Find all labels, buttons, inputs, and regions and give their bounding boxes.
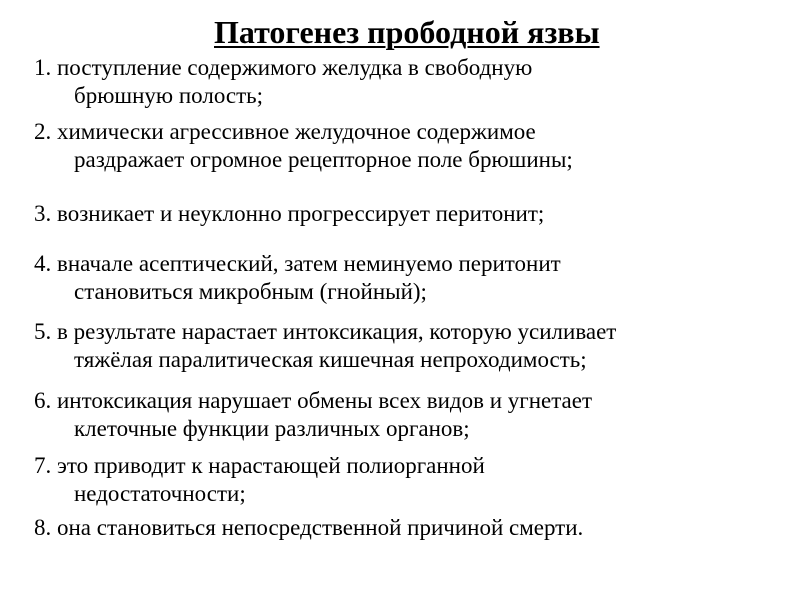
list-item-6-line-1: 6. интоксикация нарушает обмены всех видов и угнетает — [34, 388, 593, 413]
list-item-1 — [34, 54, 532, 110]
list-item-4-line-2: становиться микробным (гнойный); — [74, 279, 427, 304]
list-item-4 — [34, 250, 561, 306]
list-item-8-line-1: 8. она становиться непосредственной причиной смерти. — [34, 515, 584, 540]
list-item-3-line-1: 3. возникает и неуклонно прогрессирует перитонит; — [34, 201, 545, 226]
list-item-7 — [34, 452, 485, 508]
list-item-5-line-1: 5. в результате нарастает интоксикация, которую усиливает — [34, 319, 617, 344]
list-item-6 — [34, 387, 592, 443]
list-item-7-line-1: 7. это приводит к нарастающей полиорганной — [34, 453, 485, 478]
list-item-5-line-2: тяжёлая паралитическая кишечная непроходимость; — [74, 347, 587, 372]
slide-title: Патогенез прободной язвы — [214, 14, 600, 50]
list-item-2 — [34, 118, 573, 174]
list-item-5 — [34, 318, 616, 374]
list-item-4-line-1: 4. вначале асептический, затем неминуемо перитонит — [34, 251, 561, 276]
list-item-1-line-2: брюшную полость; — [74, 83, 264, 108]
list-item-7-line-2: недостаточности; — [74, 481, 246, 506]
list-item-1-line-1: 1. поступление содержимого желудка в свободную — [34, 55, 533, 80]
list-item-8 — [34, 514, 583, 542]
list-item-6-line-2: клеточные функции различных органов; — [74, 416, 470, 441]
list-item-2-line-1: 2. химически агрессивное желудочное содержимое — [34, 119, 536, 144]
list-item-3 — [34, 200, 544, 228]
list-item-2-line-2: раздражает огромное рецепторное поле брюшины; — [74, 147, 573, 172]
